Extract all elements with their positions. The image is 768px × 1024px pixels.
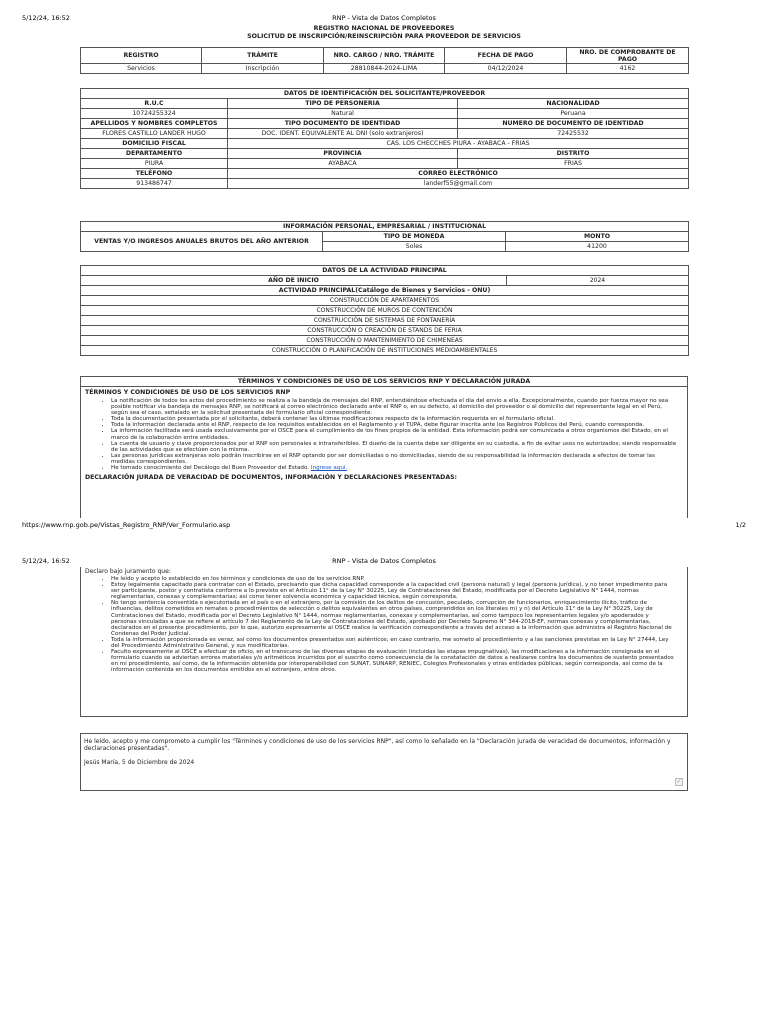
tipo-persona-label: TIPO DE PERSONERIA — [228, 99, 458, 109]
title-line-1: REGISTRO NACIONAL DE PROVEEDORES — [313, 25, 455, 32]
actividad-item: CONSTRUCCIÓN DE MUROS DE CONTENCIÓN — [81, 306, 689, 316]
distrito-value: FRIAS — [458, 159, 689, 169]
ruc-value: 10724255324 — [81, 109, 228, 119]
decalogo-text: He tomado conocimiento del Decálogo del Buen Proveedor del Estado. — [111, 465, 310, 472]
value-comprobante: 4162 — [567, 64, 689, 74]
anio-inicio-label: AÑO DE INICIO — [81, 276, 507, 286]
terms-item: • La información facilitada será usada exclusivamente por el OSCE para el cumplimiento de los fines propios de la entidad. Esta información podrá ser comunicada a otros organismos del Estado, en el marco de la colaboración entre entidades. — [111, 428, 677, 440]
page2-header — [22, 557, 746, 567]
acepto-checkbox[interactable]: ✓ — [676, 778, 682, 785]
value-nro-cargo: 28810844-2024-LIMA — [324, 64, 445, 74]
provincia-label: PROVINCIA — [228, 149, 458, 159]
telefono-value: 913486747 — [81, 179, 228, 189]
actividad-item: CONSTRUCCIÓN DE APARTAMENTOS — [81, 296, 689, 306]
distrito-label: DISTRITO — [458, 149, 689, 159]
personal-table — [80, 221, 689, 252]
personal-section-title: INFORMACIÓN PERSONAL, EMPRESARIAL / INSTITUCIONAL — [81, 222, 689, 232]
ventas-label: VENTAS Y/O INGRESOS ANUALES BRUTOS DEL AÑO ANTERIOR — [81, 232, 323, 252]
header-nro-cargo: NRO. CARGO / NRO. TRÁMITE — [324, 48, 445, 64]
terms-item: • Las personas jurídicas extranjeras solo podrán inscribirse en el RNP optando por ser domiciliadas o no domiciliadas, siendo de su responsabilidad la información declarada a efectos de tomar las medidas correspondientes. — [111, 453, 677, 465]
terms-section-title: TÉRMINOS Y CONDICIONES DE USO DE LOS SERVICIOS RNP Y DECLARACIÓN JURADA — [81, 377, 687, 387]
terms-list — [111, 398, 687, 471]
actividad-item: CONSTRUCCIÓN O MANTENIMIENTO DE CHIMENEAS — [81, 336, 689, 346]
terms-item: • La cuenta de usuario y clave proporcionados por el RNP son personales e intransferibles. El dueño de la cuenta debe ser diligente en su custodia, a fin de evitar usos no autorizados; siendo responsable de las actividades que se efectúen con la misma. — [111, 441, 677, 453]
aceptacion-box — [80, 733, 688, 791]
header-comprobante: NRO. DE COMPROBANTE DE PAGO — [567, 48, 689, 64]
print-title: RNP - Vista de Datos Completos — [332, 557, 436, 565]
header-registro: REGISTRO — [81, 48, 202, 64]
declaracion-item: • Toda la información proporcionada es veraz, así como los documentos presentados son auténticos; en caso contrario, me someto al procedimiento y a las sanciones previstas en la Ley N° 27444, Ley del Procedimiento Administrativo General, y sus modificatorias. — [111, 637, 675, 649]
declaracion-item: • Estoy legalmente capacitado para contratar con el Estado, precisando que dicha capacidad corresponde a la capacidad civil (persona natural) y legal (persona jurídica), y no tener impedimento para ser participante, postor y contratista conforme a lo previsto en el Artículo 11° de la Ley N° 30225, Ley de Contrataciones del Estado, modificada por el Decreto Legislativo N° 1444, normas reglamentarias, conexas y complementarias; así como tener solvencia económica y capacidad técnica, según corresponda. — [111, 582, 675, 600]
declaracion-title: DECLARACIÓN JURADA DE VERACIDAD DE DOCUMENTOS, INFORMACIÓN Y DECLARACIONES PRESENTADAS: — [85, 474, 458, 482]
domicilio-label: DOMICILIO FISCAL — [81, 139, 228, 149]
moneda-label: TIPO DE MONEDA — [323, 232, 506, 242]
tipo-persona-value: Natural — [228, 109, 458, 119]
actividad-item: CONSTRUCCIÓN O PLANIFICACIÓN DE INSTITUCIONES MEDIOAMBIENTALES — [81, 346, 689, 356]
registro-table — [80, 47, 689, 74]
actividad-section-title: DATOS DE LA ACTIVIDAD PRINCIPAL — [81, 266, 689, 276]
departamento-label: DEPARTAMENTO — [81, 149, 228, 159]
page-number: 1/2 — [735, 521, 746, 529]
document-title — [80, 25, 688, 41]
actividad-principal-label: ACTIVIDAD PRINCIPAL(Catálogo de Bienes y Servicios - ONU) — [81, 286, 689, 296]
nacionalidad-value: Peruana — [458, 109, 689, 119]
registro-values-row — [81, 64, 689, 74]
print-date: 5/12/24, 16:52 — [22, 557, 70, 565]
registro-header-row — [81, 48, 689, 64]
domicilio-value: CAS. LOS CHECCHES PIURA - AYABACA - FRIAS — [228, 139, 689, 149]
monto-label: MONTO — [506, 232, 689, 242]
terms-item: • Toda la documentación presentada por el solicitante, deberá contener las últimas modificaciones respecto de la información requerida en el formulario oficial. — [111, 416, 677, 422]
actividad-table — [80, 265, 689, 356]
header-tramite: TRÁMITE — [202, 48, 324, 64]
anio-inicio-value: 2024 — [507, 276, 689, 286]
provincia-value: AYABACA — [228, 159, 458, 169]
moneda-value: Soles — [323, 242, 506, 252]
declaracion-item: • Faculto expresamente al OSCE a efectuar de oficio, en el transcurso de las diversas etapas de evaluación (incluidas las etapas impugnativas), las modificaciones a la información consignada en el formulario cuando se adviertan errores materiales y/o aritméticos incurridos por el suscrito como consecuencia de la constatación de datos a realizarse contra los documentos de sustento presentados en mi procedimiento, así como, de la información obtenida por interoperabilidad con SUNAT, SUNARP, RENIEC, Colegios Profesionales y otras entidades públicas, según corresponda, así como de la información contenida en los documentos emitidos en el extranjero, entre otros. — [111, 649, 675, 673]
terms-subtitle: TÉRMINOS Y CONDICIONES DE USO DE LOS SERVICIOS RNP — [85, 389, 291, 396]
solicitante-section-title: DATOS DE IDENTIFICACIÓN DEL SOLICITANTE/PROVEEDOR — [81, 89, 689, 99]
aceptacion-text: He leído, acepto y me comprometo a cumplir los "Términos y condiciones de uso de los servicios RNP", así como lo señalado en la "Declaración jurada de veracidad de documentos, información y declaraciones presentadas". — [84, 738, 671, 752]
num-doc-value: 72425532 — [458, 129, 689, 139]
terms-section — [80, 376, 688, 518]
telefono-label: TELÉFONO — [81, 169, 228, 179]
decalogo-link[interactable]: Ingrese aquí. — [310, 465, 348, 472]
page-url: https://www.rnp.gob.pe/Vistas_Registro_RNP/Ver_Formulario.asp — [22, 521, 231, 529]
header-fecha-pago: FECHA DE PAGO — [445, 48, 567, 64]
actividad-item: CONSTRUCCIÓN O CREACIÓN DE STANDS DE FERIA — [81, 326, 689, 336]
correo-label: CORREO ELECTRÓNICO — [228, 169, 689, 179]
tipo-doc-label: TIPO DOCUMENTO DE IDENTIDAD — [228, 119, 458, 129]
declaracion-intro: Declaro bajo juramento que: — [85, 568, 171, 575]
terms-item: • Toda la información declarada ante el RNP, respecto de los requisitos establecidos en el Reglamento y el TUPA, debe figurar inscrita ante los Registros Públicos del Perú, cuando corresponda. — [111, 422, 677, 428]
print-title: RNP - Vista de Datos Completos — [332, 14, 436, 22]
correo-value: landerf55@gmail.com — [228, 179, 689, 189]
print-date: 5/12/24, 16:52 — [22, 14, 70, 22]
tipo-doc-value: DOC. IDENT. EQUIVALENTE AL DNI (solo extranjeros) — [228, 129, 458, 139]
monto-value: 41200 — [506, 242, 689, 252]
declaracion-list — [111, 576, 687, 674]
num-doc-label: NUMERO DE DOCUMENTO DE IDENTIDAD — [458, 119, 689, 129]
declaracion-section — [80, 567, 688, 717]
value-tramite: Inscripción — [202, 64, 324, 74]
value-registro: Servicios — [81, 64, 202, 74]
page1-header — [22, 14, 746, 24]
solicitante-table — [80, 88, 689, 189]
lugar-fecha: Jesús María, 5 de Diciembre de 2024 — [84, 759, 195, 766]
nacionalidad-label: NACIONALIDAD — [458, 99, 689, 109]
actividad-item: CONSTRUCCIÓN DE SISTEMAS DE FONTANERÍA — [81, 316, 689, 326]
declaracion-item: • He leído y acepto lo establecido en los términos y condiciones de uso de los servicios RNP. — [111, 576, 675, 582]
terms-item: • La notificación de todos los actos del procedimiento se realiza a la bandeja de mensajes del RNP, entendiéndose efectuada el día del envío a ella. Excepcionalmente, cuando por fuerza mayor no sea posible notificar vía bandeja de mensajes RNP, se notificará al correo electrónico declarado ante el RNP o, en su defecto, al domicilio del proveedor o al domicilio del representante legal en el Perú, según sea el caso, señalado en la solicitud presentada del formulario oficial correspondiente. — [111, 398, 677, 416]
nombres-value: FLORES CASTILLO LANDER HUGO — [81, 129, 228, 139]
nombres-label: APELLIDOS Y NOMBRES COMPLETOS — [81, 119, 228, 129]
value-fecha-pago: 04/12/2024 — [445, 64, 567, 74]
title-line-2: SOLICITUD DE INSCRIPCIÓN/REINSCRIPCIÓN PARA PROVEEDOR DE SERVICIOS — [247, 33, 521, 40]
declaracion-item: • No tengo sentencia consentida o ejecutoriada en el país o en el extranjero, por la comisión de los delitos de concusión, peculado, corrupción de funcionarios, enriquecimiento ilícito, tráfico de influencias, delitos cometidos en remates o procedimientos de selección o delitos equivalentes en otros países, comprendidos en los literales m) y n) del Artículo 11° de la Ley N° 30225, Ley de Contrataciones del Estado, modificada por el Decreto Legislativo N° 1444, normas reglamentarias, conexas y complementarias, así como tampoco los representantes legales y/o apoderados y personas vinculadas a que se refiere el artículo 7 del Reglamento de la Ley de Contrataciones del Estado, aprobado por Decreto Supremo N° 344-2018-EF, normas conexas y complementarias, declarados en el presente procedimiento, por lo que, autorizo expresamente al OSCE realice la verificación correspondiente a través del acceso a la información que administra el Registro Nacional de Condenas del Poder Judicial. — [111, 600, 675, 637]
departamento-value: PIURA — [81, 159, 228, 169]
ruc-label: R.U.C — [81, 99, 228, 109]
